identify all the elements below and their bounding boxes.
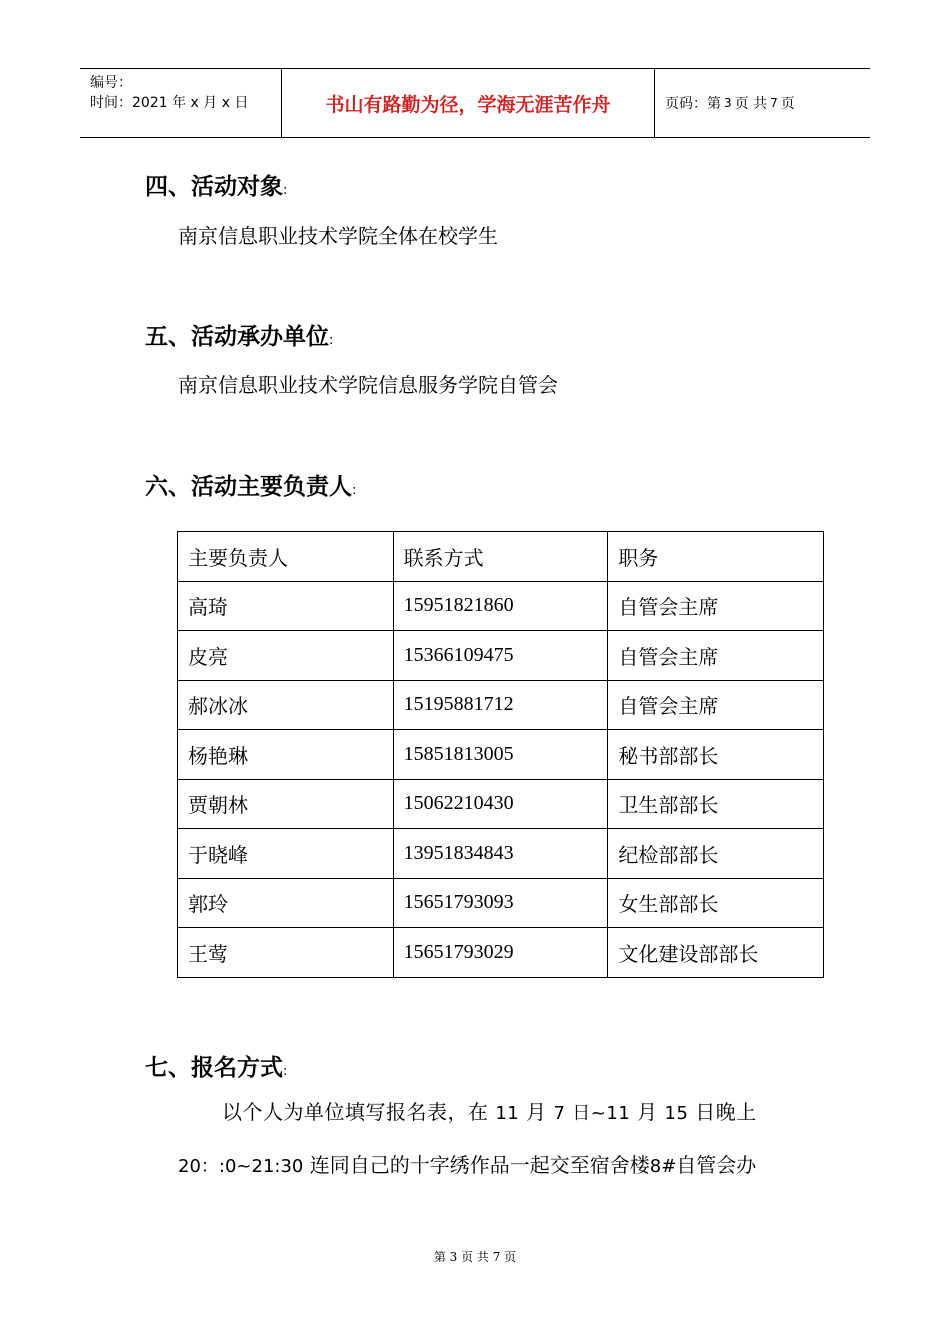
phone-cell: 13951834843 [393,829,608,879]
table-header-row [178,532,824,582]
name-cell: 高琦 [178,581,394,631]
signup-line-1: 以个人为单位填写报名表，在 11 月 7 日~11 月 15 日晚上 [222,1100,757,1124]
header-cell: 主要负责人 [178,532,394,582]
page-footer: 第 3 页 共 7 页 [433,1250,517,1264]
phone-cell: 15651793093 [393,878,608,928]
phone-cell: 15062210430 [393,779,608,829]
table-row [178,878,824,928]
page-current: 3 [724,96,732,110]
name-cell: 杨艳琳 [178,730,394,780]
table-row [178,680,824,730]
section-5-body: 南京信息职业技术学院信息服务学院自管会 [178,373,558,397]
phone-cell: 15951821860 [393,581,608,631]
table-row [178,631,824,681]
page-header [80,68,870,138]
name-cell: 于晓峰 [178,829,394,879]
header-motto: 书山有路勤为径，学海无涯苦作舟 [282,69,655,137]
page-middle: 页 共 [734,96,768,112]
position-cell: 卫生部部长 [608,779,824,829]
table-row [178,829,824,879]
section-5-title: 五、活动承办单位: [145,324,334,350]
section-7-title: 七、报名方式: [145,1055,288,1081]
position-cell: 文化建设部部长 [608,928,824,978]
name-cell: 王莺 [178,928,394,978]
table-row [178,779,824,829]
page-suffix: 页 [780,96,795,112]
header-meta [80,69,282,137]
position-cell: 自管会主席 [608,581,824,631]
position-cell: 纪检部部长 [608,829,824,879]
section-4-body: 南京信息职业技术学院全体在校学生 [178,224,498,248]
name-cell: 贾朝林 [178,779,394,829]
name-cell: 郝冰冰 [178,680,394,730]
leaders-table [177,531,824,978]
header-page-number [655,69,870,137]
serial-label: 编号： [90,75,132,91]
phone-cell: 15366109475 [393,631,608,681]
table-row [178,928,824,978]
table-row [178,581,824,631]
section-6-title: 六、活动主要负责人: [145,474,357,500]
table-row [178,730,824,780]
position-cell: 秘书部部长 [608,730,824,780]
position-cell: 自管会主席 [608,680,824,730]
phone-cell: 15651793029 [393,928,608,978]
phone-cell: 15195881712 [393,680,608,730]
header-cell: 职务 [608,532,824,582]
section-4-title: 四、活动对象: [145,174,288,200]
page-prefix: 页码：第 [665,96,721,112]
name-cell: 皮亮 [178,631,394,681]
name-cell: 郭玲 [178,878,394,928]
phone-cell: 15851813005 [393,730,608,780]
date-label: 时间：2021 年 x 月 x 日 [90,95,249,111]
position-cell: 自管会主席 [608,631,824,681]
position-cell: 女生部部长 [608,878,824,928]
page-total: 7 [770,96,778,110]
header-cell: 联系方式 [393,532,608,582]
signup-line-2: 20：:0~21:30 连同自己的十字绣作品一起交至宿舍楼8#自管会办 [178,1153,757,1177]
